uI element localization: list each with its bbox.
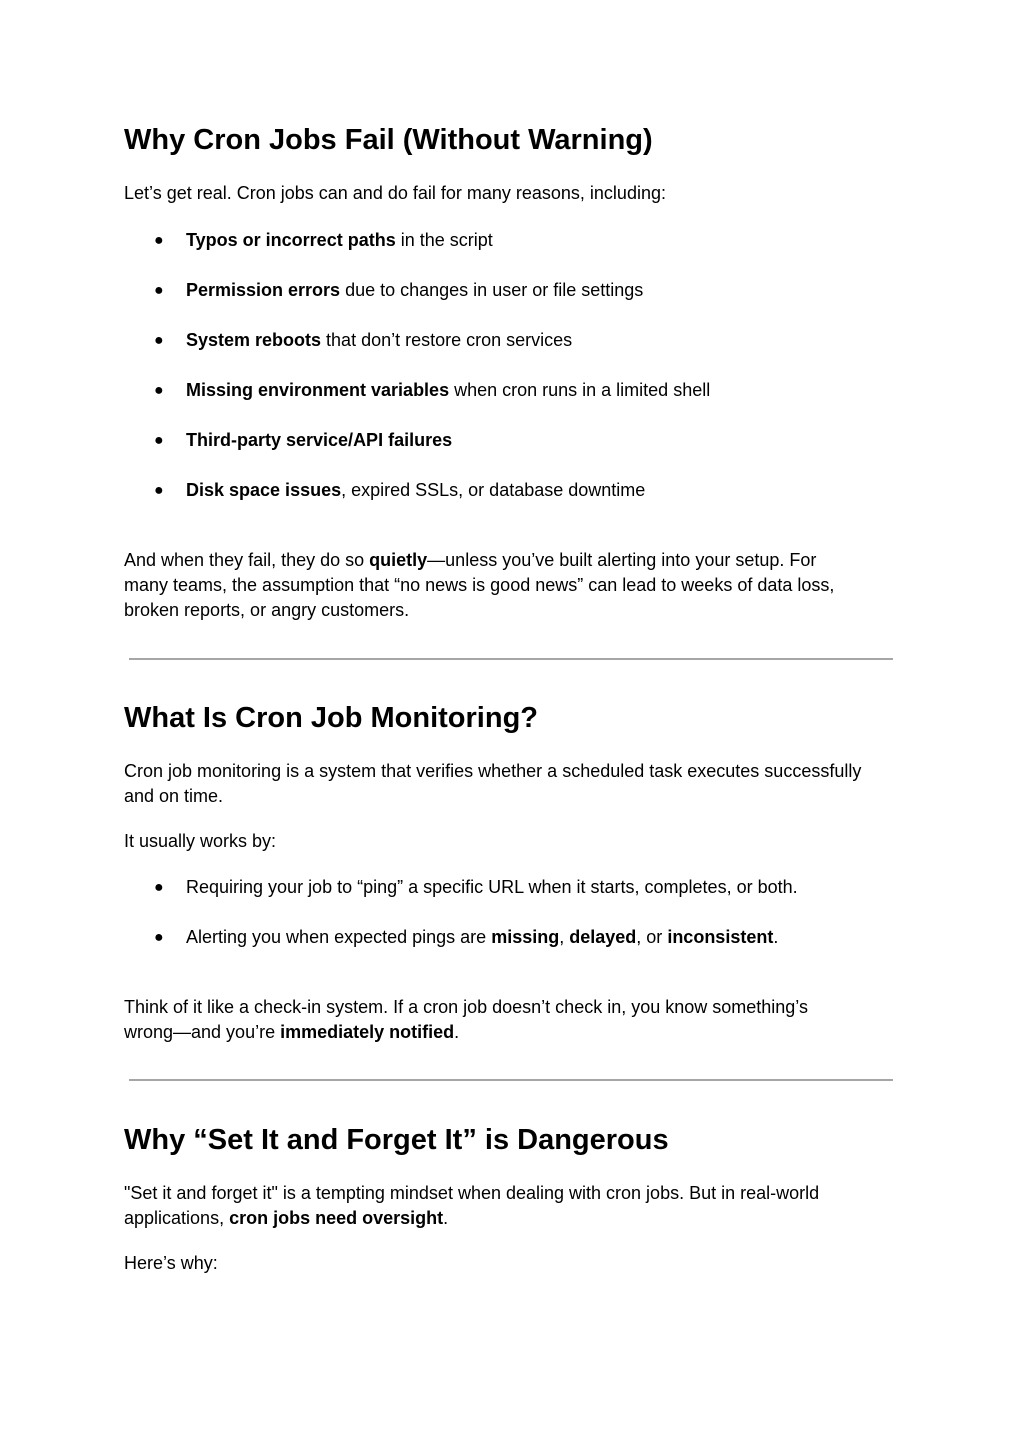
- bullet-icon: ●: [154, 432, 164, 449]
- bullet-icon: ●: [154, 282, 164, 299]
- horizontal-divider: [129, 658, 893, 660]
- intro-text: .: [443, 1208, 449, 1228]
- section3-heres-why: Here’s why:: [124, 1253, 218, 1273]
- bullet-icon: ●: [154, 332, 164, 349]
- section2-works-by: It usually works by:: [124, 831, 277, 851]
- checkin-text: wrong—and you’re: [124, 1022, 281, 1042]
- section2-checkin: [124, 995, 904, 1045]
- list-item-bold: Permission errors: [186, 280, 341, 300]
- list-item-text: Alerting you when expected pings are: [186, 927, 492, 947]
- bullet-icon: ●: [154, 232, 164, 249]
- checkin-bold: immediately notified: [280, 1022, 455, 1042]
- list-item-bold: Typos or incorrect paths: [186, 230, 396, 250]
- bullet-icon: ●: [154, 482, 164, 499]
- list-item-bold: System reboots: [186, 330, 322, 350]
- section1-intro: Let’s get real. Cron jobs can and do fail for many reasons, including:: [124, 183, 666, 203]
- list-item-bold: delayed: [569, 927, 637, 947]
- bullet-icon: ●: [154, 382, 164, 399]
- list-item-text: ,: [559, 927, 570, 947]
- list-item-bold: Disk space issues: [186, 480, 342, 500]
- section-heading-set-it-and-forget-it: Why “Set It and Forget It” is Dangerous: [124, 1124, 669, 1156]
- horizontal-divider: [129, 1079, 893, 1081]
- list-item-bold: missing: [491, 927, 560, 947]
- closing-text: And when they fail, they do so: [124, 550, 370, 570]
- bullet-icon: ●: [154, 929, 164, 946]
- list-item-bold: Third-party service/API failures: [186, 430, 453, 450]
- list-item-text: that don’t restore cron services: [321, 330, 573, 350]
- intro-bold: cron jobs need oversight: [229, 1208, 444, 1228]
- list-item-text: .: [773, 927, 779, 947]
- checkin-text: Think of it like a check-in system. If a cron job doesn’t check in, you know something’s: [124, 997, 808, 1017]
- section2-intro: [124, 759, 904, 809]
- closing-text: broken reports, or angry customers.: [124, 600, 410, 620]
- closing-text: many teams, the assumption that “no news is good news” can lead to weeks of data loss,: [124, 575, 835, 595]
- list-item-text: , or: [636, 927, 668, 947]
- list-item-bold: Missing environment variables: [186, 380, 450, 400]
- list-item-text: Requiring your job to “ping” a specific URL when it starts, completes, or both.: [186, 877, 798, 897]
- section3-intro: [124, 1181, 904, 1231]
- list-item-bold: inconsistent: [667, 927, 774, 947]
- intro-text: Cron job monitoring is a system that verifies whether a scheduled task executes successfully: [124, 761, 862, 781]
- intro-text: "Set it and forget it" is a tempting mindset when dealing with cron jobs. But in real-world: [124, 1183, 820, 1203]
- list-item-text: in the script: [395, 230, 493, 250]
- section-heading-why-cron-jobs-fail: Why Cron Jobs Fail (Without Warning): [124, 124, 653, 156]
- section-heading-what-is-cron-job-monitoring: What Is Cron Job Monitoring?: [124, 702, 539, 734]
- intro-text: and on time.: [124, 786, 224, 806]
- intro-text: applications,: [124, 1208, 230, 1228]
- checkin-text: .: [454, 1022, 460, 1042]
- list-item-text: due to changes in user or file settings: [340, 280, 644, 300]
- bullet-icon: ●: [154, 879, 164, 896]
- closing-text: —unless you’ve built alerting into your setup. For: [427, 550, 817, 570]
- section1-closing: [124, 548, 904, 623]
- closing-bold: quietly: [369, 550, 428, 570]
- list-item-text: when cron runs in a limited shell: [449, 380, 711, 400]
- list-item-text: , expired SSLs, or database downtime: [341, 480, 646, 500]
